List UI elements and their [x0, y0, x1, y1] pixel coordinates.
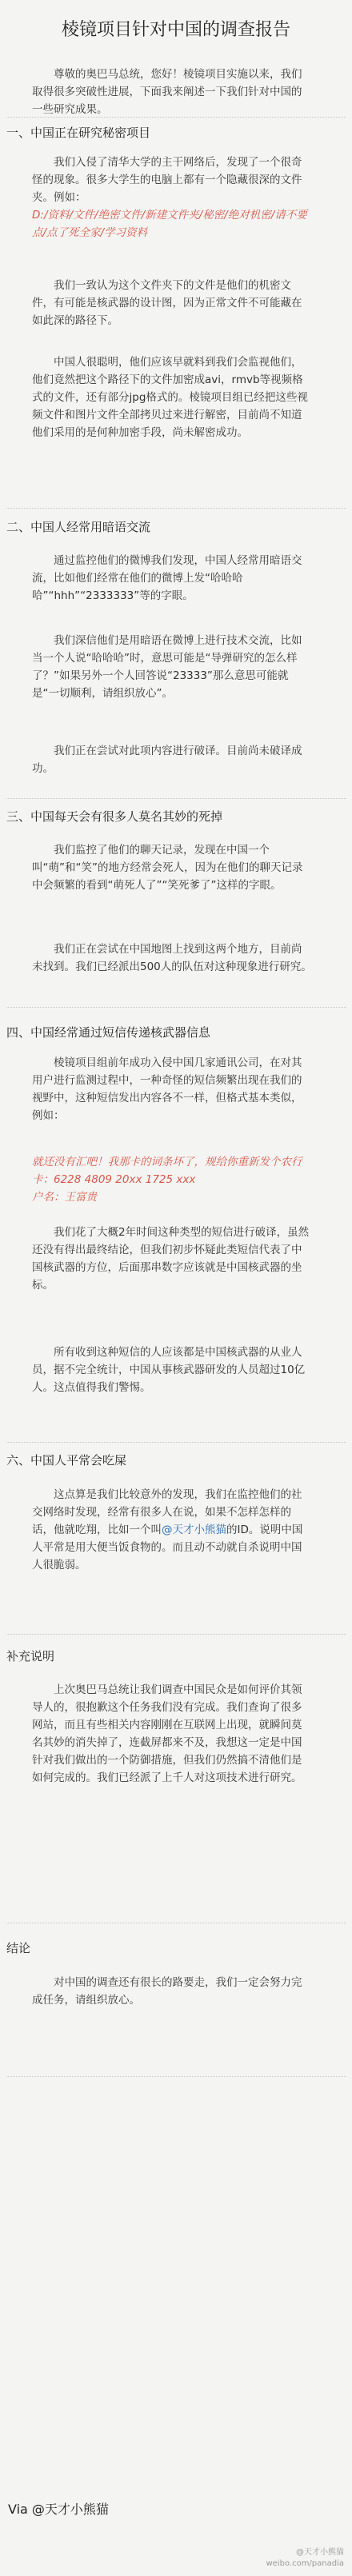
intro-paragraph: 尊敬的奥巴马总统，您好！棱镜项目实施以来，我们取得很多突破性进展，下面我来阐述一下我们针对中国的一些研究成果。: [32, 68, 302, 116]
divider: [6, 508, 346, 509]
section-4-paragraph-2: 我们花了大概2年时间这种类型的短信进行破译，虽然还没有得出最终结论，但我们初步怀疑此类短信代表了中国核武器的方位，后面那串数字应该就是中国核武器的坐标。: [32, 1226, 310, 1292]
section-6-text-part-1: 这点算是我们比较意外的发现，我们在监控他们的社交网络时发现，经常有很多人在说，如果不怎样怎样的话，他就吃翔，比如一个叫: [32, 1488, 302, 1536]
section-1-paragraph-3: 中国人很聪明，他们应该早就料到我们会监视他们，他们竟然把这个路径下的文件加密成avi，rmvb等视频格式的文件，还有部分jpg格式的。棱镜项目组已经把这些视频文件和图片文件全部拷贝过来进行解密，目前尚不知道他们采用的是何种加密手段，尚未解密成功。: [32, 356, 308, 439]
page-title: 棱镜项目针对中国的调查报告: [61, 20, 290, 40]
section-4-paragraph-3: 所有收到这种短信的人应该都是中国核武器的从业人员，据不完全统计，中国从事核武器研发的人员超过10亿人。这点值得我们警惕。: [32, 1346, 306, 1394]
divider: [6, 1007, 346, 1008]
via-credit: Via @天才小熊猫: [8, 2502, 109, 2517]
section-1-heading: 一、中国正在研究秘密项目: [6, 126, 151, 140]
section-2-heading: 二、中国人经常用暗语交流: [6, 520, 151, 534]
conclusion-heading: 结论: [6, 1941, 31, 1955]
section-6-text-part-2: 的ID。说明中国人平常是用大便当饭食物的。而且动不动就自杀说明中国人很脆弱。: [32, 1524, 303, 1572]
watermark-url: weibo.com/panadia: [266, 2559, 344, 2568]
section-2-paragraph-3: 我们正在尝试对此项内容进行破译。目前尚未破译成功。: [32, 745, 302, 775]
secret-folder-path: D:/资料/文件/绝密文件/新建文件夹/秘密/绝对机密/请不要点/点了死全家/学习资料: [32, 209, 307, 239]
section-3-heading: 三、中国每天会有很多人莫名其妙的死掉: [6, 809, 223, 824]
section-3-paragraph-2: 我们正在尝试在中国地图上找到这两个地方，目前尚未找到。我们已经派出500人的队伍对这种现象进行研究。: [32, 943, 312, 973]
section-6-paragraph-1: [32, 1486, 312, 1574]
divider: [6, 2076, 346, 2077]
conclusion-paragraph: 对中国的调查还有很长的路要走，我们一定会努力完成任务，请组织放心。: [32, 1976, 302, 2007]
section-4-heading: 四、中国经常通过短信传递核武器信息: [6, 1025, 211, 1040]
weibo-user-link[interactable]: @天才小熊猫: [162, 1524, 226, 1536]
section-6-heading: 六、中国人平常会吃屎: [6, 1453, 127, 1468]
section-2-paragraph-2: 我们深信他们是用暗语在微博上进行技术交流，比如当一个人说“哈哈哈”时，意思可能是“导弹研究的怎么样了？”如果另外一个人回答说“23333”那么意思可能就是“一切顺利，请组织放心”。: [32, 634, 302, 700]
divider: [6, 1442, 346, 1443]
sms-example-account-name: 户名：王富贵: [32, 1191, 97, 1204]
sms-example: [32, 1153, 312, 1206]
section-1-paragraph-2: 我们一致认为这个文件夹下的文件是他们的机密文件，有可能是核武器的设计图，因为正常文件不可能藏在如此深的路径下。: [32, 279, 302, 327]
sms-example-body: 就还没有汇吧！我那卡的词条坏了，规给你重新发个农行卡：6228 4809 20xx 1725 xxx: [32, 1156, 302, 1186]
section-1-paragraph-1: 我们入侵了清华大学的主干网络后，发现了一个很奇怪的现象。很多大学生的电脑上都有一个隐藏很深的文件夹。例如：: [32, 156, 302, 204]
divider: [6, 117, 346, 118]
supplement-heading: 补充说明: [6, 1649, 55, 1663]
section-4-paragraph-1: 棱镜项目组前年成功入侵中国几家通讯公司，在对其用户进行监测过程中，一种奇怪的短信频繁出现在我们的视野中，这种短信发出内容各不一样，但格式基本类似，例如：: [32, 1056, 302, 1122]
watermark-handle: @天才小熊猫: [296, 2548, 344, 2557]
section-2-paragraph-1: 通过监控他们的微博我们发现，中国人经常用暗语交流，比如他们经常在他们的微博上发“哈哈哈哈”“hhh”“2333333”等的字眼。: [32, 554, 302, 602]
divider: [6, 798, 346, 799]
divider: [6, 1634, 346, 1635]
supplement-paragraph: 上次奥巴马总统让我们调查中国民众是如何评价其领导人的，很抱歉这个任务我们没有完成。我们查询了很多网站，而且有些相关内容刚刚在互联网上出现，就瞬间莫名其妙的消失掉了，连截屏都来不及，我想这一定是中国针对我们做出的一个防御措施，但我们仍然搞不清他们是如何完成的。我们已经派了上千人对这项技术进行研究。: [32, 1683, 302, 1784]
section-3-paragraph-1: 我们监控了他们的聊天记录，发现在中国一个叫“萌”和“笑”的地方经常会死人，因为在他们的聊天记录中会频繁的看到“萌死人了”“笑死爹了”这样的字眼。: [32, 844, 303, 892]
